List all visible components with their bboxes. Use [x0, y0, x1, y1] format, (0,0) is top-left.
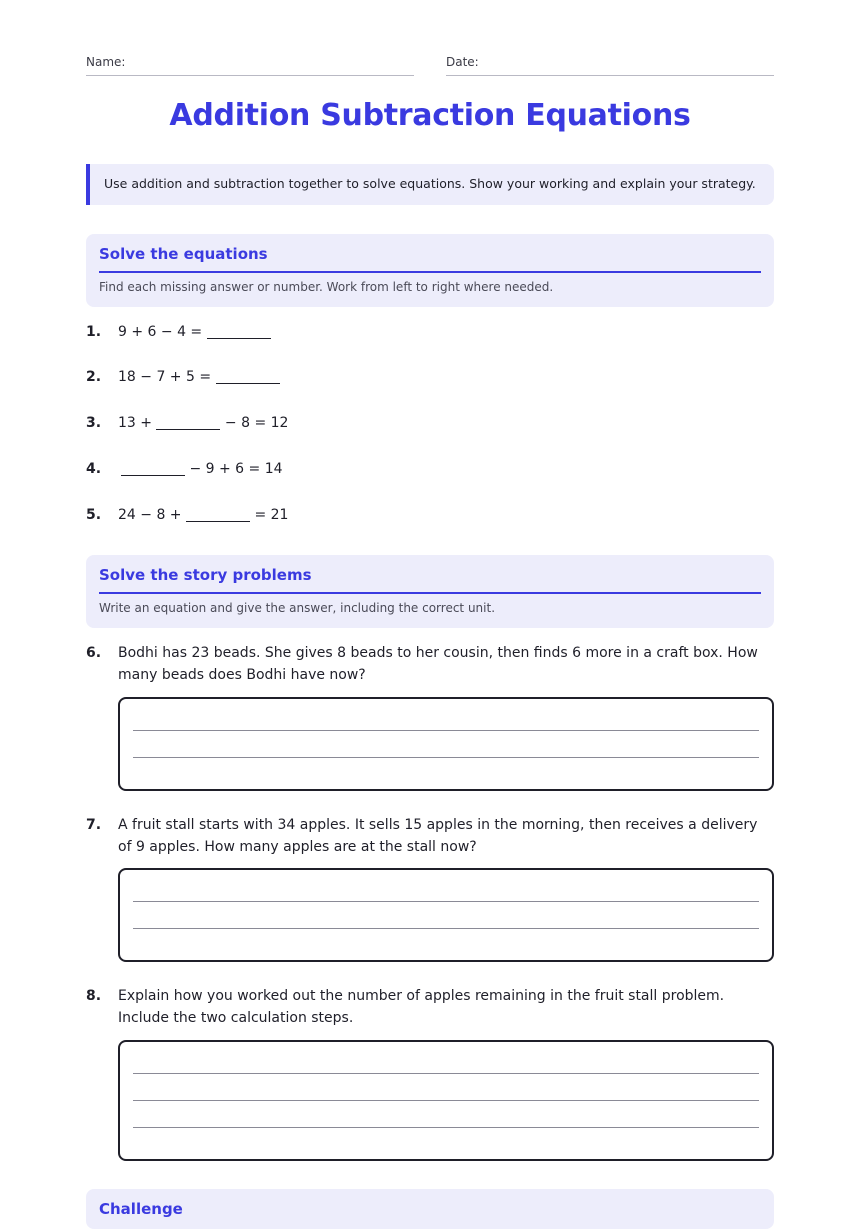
answer-blank[interactable] — [186, 507, 250, 522]
date-field[interactable] — [446, 55, 774, 76]
question-number: 4. — [86, 461, 102, 477]
question-number: 8. — [86, 988, 102, 1004]
writing-line — [133, 928, 759, 929]
intro-text: Use addition and subtraction together to solve equations. Show your working and explain your strategy. — [104, 176, 756, 191]
section-challenge-header — [86, 1189, 774, 1229]
answer-blank[interactable] — [207, 324, 271, 339]
question-number: 1. — [86, 324, 102, 340]
writing-line — [133, 901, 759, 902]
equation-text: − 9 + 6 = 14 — [118, 461, 283, 477]
answer-box[interactable] — [118, 1040, 774, 1161]
answer-blank[interactable] — [216, 369, 280, 384]
equation-text: 18 − 7 + 5 = — [118, 369, 280, 385]
section-heading: Solve the equations — [99, 245, 268, 263]
section-heading: Challenge — [99, 1200, 183, 1218]
problem-text: Explain how you worked out the number of apples remaining in the fruit stall problem. Include the two calculation steps. — [118, 988, 725, 1026]
name-field[interactable] — [86, 55, 414, 76]
equation-text: 13 + − 8 = 12 — [118, 415, 289, 431]
answer-blank[interactable] — [156, 415, 220, 430]
problem-text: Bodhi has 23 beads. She gives 8 beads to her cousin, then finds 6 more in a craft box. How many beads does Bodhi have now? — [118, 645, 758, 683]
intro-callout — [86, 164, 774, 205]
writing-line — [133, 757, 759, 758]
question-number: 5. — [86, 507, 102, 523]
student-info-row — [86, 55, 774, 77]
equation-text: 9 + 6 − 4 = — [118, 324, 271, 340]
section-divider — [99, 271, 761, 273]
section-equations-header — [86, 234, 774, 307]
date-label: Date: — [446, 55, 479, 69]
question-number: 6. — [86, 645, 102, 661]
question-number: 7. — [86, 817, 102, 833]
writing-line — [133, 1127, 759, 1128]
writing-line — [133, 730, 759, 731]
worksheet-title: Addition Subtraction Equations — [169, 98, 691, 133]
problem-text: A fruit stall starts with 34 apples. It sells 15 apples in the morning, then receives a delivery of 9 apples. How many apples are at the stall now? — [118, 817, 758, 855]
writing-line — [133, 1100, 759, 1101]
section-description: Write an equation and give the answer, including the correct unit. — [99, 601, 496, 615]
writing-line — [133, 1073, 759, 1074]
question-number: 2. — [86, 369, 102, 385]
answer-blank[interactable] — [121, 461, 185, 476]
section-story-header — [86, 555, 774, 628]
name-label: Name: — [86, 55, 126, 69]
section-description: Find each missing answer or number. Work from left to right where needed. — [99, 280, 554, 294]
answer-box[interactable] — [118, 868, 774, 962]
question-number: 3. — [86, 415, 102, 431]
answer-box[interactable] — [118, 697, 774, 791]
section-divider — [99, 592, 761, 594]
equation-text: 24 − 8 + = 21 — [118, 507, 289, 523]
section-heading: Solve the story problems — [99, 566, 312, 584]
